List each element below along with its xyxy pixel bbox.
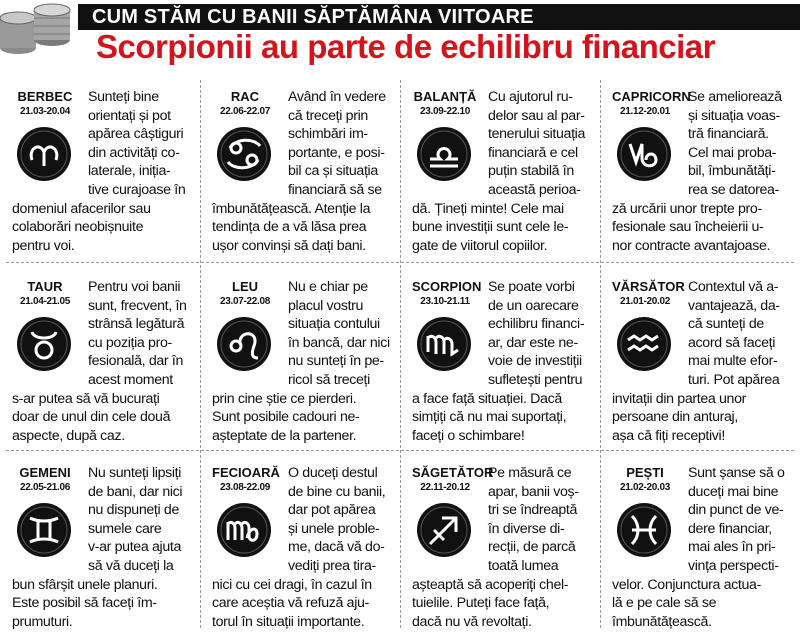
text-line: ușor convinși să dați bani. (212, 237, 366, 254)
sign-dates: 23.09-22.10 (419, 106, 471, 117)
capricorn-icon (616, 126, 672, 182)
text-line: de bine cu banii, (288, 483, 386, 500)
text-line: dar pot apărea (288, 502, 376, 519)
text-line: bil, îmbunătăți- (688, 163, 776, 180)
text-line: din punct de ve- (688, 502, 784, 519)
text-line: apărea câștiguri (88, 126, 184, 143)
text-line: invitații din partea unor (612, 390, 746, 407)
sign-name: SCORPION (412, 279, 482, 294)
text-line: Pentru voi banii (88, 279, 181, 295)
sign-name: GEMENI (19, 465, 71, 480)
text-line: ricol să treceți (288, 371, 370, 388)
sign-name: BERBEC (17, 89, 73, 104)
text-line: Contextul vă a- (688, 279, 779, 295)
text-line: tri se îndreaptă (488, 502, 578, 519)
sign-card-taurus (6, 270, 200, 456)
sign-name: PEȘTI (626, 465, 664, 480)
text-line: îmbunătățească. Atenție la (212, 200, 371, 217)
text-line: dă. Țineți minte! Cele mai (412, 200, 564, 217)
text-line: Cu ajutorul ru- (488, 89, 573, 105)
sign-card-virgo (206, 456, 400, 642)
text-line: torul în situații importante. (212, 613, 365, 630)
text-line: așteaptă să acoperiți chel- (412, 576, 569, 593)
section-kicker: CUM STĂM CU BANII SĂPTĂMÂNA VIITOARE (92, 6, 534, 28)
text-line: bune investiții sunt cele le- (412, 219, 569, 236)
horoscope-grid (0, 74, 800, 634)
sign-dates: 21.04-21.05 (19, 296, 71, 307)
virgo-icon (216, 502, 272, 558)
text-line: și situația voas- (688, 107, 780, 124)
text-line: persoane din anturaj, (612, 409, 738, 426)
text-line: toată lumea (488, 557, 559, 574)
pisces-icon (616, 502, 672, 558)
cancer-icon (216, 126, 272, 182)
text-line: acest moment (88, 371, 173, 388)
text-line: vința perspecti- (688, 557, 779, 574)
text-line: doar de unul din cele două (12, 409, 171, 426)
text-line: Având în vedere (288, 89, 386, 105)
gemini-icon (16, 502, 72, 558)
text-line: care aceștia vă refuză aju- (212, 595, 369, 612)
sign-dates: 22.11-20.12 (420, 482, 470, 493)
sign-dates: 22.05-21.06 (19, 482, 71, 493)
sign-name: CAPRICORN (612, 89, 691, 104)
text-line: prin cine știe ce pierderi. (212, 390, 357, 407)
section-kicker-bar (78, 4, 800, 30)
text-line: din activități co- (88, 144, 180, 161)
text-line: nu sunteți în pe- (288, 353, 384, 370)
text-line: financiară să se (288, 181, 382, 198)
text-line: schimbări im- (288, 126, 368, 143)
text-line: v-ar putea ajuta (88, 539, 181, 556)
sign-card-capricorn (606, 80, 800, 266)
scorpio-icon (416, 316, 472, 372)
sagittarius-icon (416, 502, 472, 558)
text-line: vantajează, da- (688, 297, 780, 314)
text-line: așteptate de la partener. (212, 427, 357, 444)
text-line: Pe măsură ce (488, 465, 572, 481)
text-line: tuielile. Puteți face față, (412, 595, 550, 612)
text-line: sufletești pentru (488, 371, 583, 388)
text-line: în diverse di- (488, 520, 565, 537)
text-line: delor sau al par- (488, 107, 585, 124)
text-line: în bancă, dar nici (288, 334, 390, 351)
text-line: portante, e posi- (288, 144, 385, 161)
sign-card-cancer (206, 80, 400, 266)
sign-name: RAC (230, 89, 260, 104)
text-line: și unele proble- (288, 520, 380, 537)
text-line: bun sfârșit unele planuri. (12, 576, 158, 593)
text-line: me, dacă vă do- (288, 539, 385, 556)
text-line: colaborări neobișnuite (12, 219, 144, 236)
page-headline: Scorpionii au parte de echilibru financiar (96, 28, 715, 65)
text-line: nor contracte avantajoase. (612, 237, 771, 254)
text-line: vediți prea tira- (288, 557, 376, 574)
sign-dates: 21.03-20.04 (19, 106, 71, 117)
aquarius-icon (616, 316, 672, 372)
text-line: Sunt posibile cadouri ne- (212, 409, 360, 426)
text-line: Este posibil să faceți îm- (12, 595, 157, 612)
text-line: tive curajoase în (88, 181, 186, 198)
coin-stack-icon (0, 0, 80, 60)
text-line: că treceți prin (288, 107, 368, 124)
text-line: apar, banii voș- (488, 483, 579, 500)
sign-card-aries (6, 80, 200, 266)
text-line: acord să faceți (688, 334, 776, 351)
text-line: Nu sunteți lipsiți (88, 465, 182, 481)
sign-card-scorpio (406, 270, 600, 456)
text-line: că sunteți de (688, 316, 764, 333)
text-line: Nu e chiar pe (288, 279, 368, 295)
text-line: recții, de parcă (488, 539, 576, 556)
text-line: gate de viitorul copiilor. (412, 237, 548, 254)
text-line: rea se datorea- (688, 181, 779, 198)
text-line: așa că fiți receptivi! (612, 427, 725, 444)
sign-dates: 22.06-22.07 (219, 106, 271, 117)
sign-name: FECIOARĂ (212, 465, 280, 480)
sign-card-libra (406, 80, 600, 266)
text-line: placul vostru (288, 297, 364, 314)
text-line: fesionale sau încheierii u- (612, 219, 764, 236)
text-line: nici cu cei dragi, în cazul în (212, 576, 372, 593)
sign-dates: 21.02-20.03 (619, 482, 671, 493)
sign-dates: 21.01-20.02 (619, 296, 671, 307)
text-line: lă e pe cale să se (612, 595, 717, 612)
text-line: Cel mai proba- (688, 144, 777, 161)
text-line: turi. Pot apărea (688, 371, 780, 388)
aries-icon (16, 126, 72, 182)
text-line: strânsă legătură (88, 316, 185, 333)
text-line: Se ameliorează (688, 89, 782, 105)
text-line: a face față situației. Dacă (412, 390, 562, 407)
text-line: dacă nu vă revoltați. (412, 613, 532, 630)
text-line: O duceți destul (288, 465, 378, 481)
text-line: dere financiar, (688, 520, 772, 537)
text-line: ză urcării unor trepte pro- (612, 200, 762, 217)
sign-name: VĂRSĂTOR (612, 279, 685, 294)
text-line: mai multe efor- (688, 353, 778, 370)
text-line: tră financiară. (688, 126, 769, 143)
text-line: aspecte, după caz. (12, 427, 125, 444)
text-line: laterale, iniția- (88, 163, 171, 180)
sign-name: LEU (232, 279, 258, 294)
text-line: financiară e cel (488, 144, 578, 161)
sign-name: SĂGETĂTOR (412, 465, 494, 480)
text-line: sunt, frecvent, în (88, 297, 187, 314)
text-line: simțiți că nu mai suportați, (412, 409, 567, 426)
sign-card-pisces (606, 456, 800, 642)
sign-dates: 23.10-21.11 (420, 296, 470, 307)
sign-card-leo (206, 270, 400, 456)
leo-icon (216, 316, 272, 372)
sign-dates: 23.08-22.09 (219, 482, 271, 493)
sign-card-gemini (6, 456, 200, 642)
taurus-icon (16, 316, 72, 372)
text-line: tendința de a vă lăsa prea (212, 219, 367, 236)
text-line: pentru voi. (12, 237, 75, 254)
sign-dates: 23.07-22.08 (219, 296, 271, 307)
text-line: orientați și pot (88, 107, 171, 124)
text-line: Sunt șanse să o (688, 465, 785, 481)
text-line: s-ar putea să vă bucurați (12, 390, 160, 407)
text-line: această perioa- (488, 181, 581, 198)
libra-icon (416, 126, 472, 182)
text-line: faceți o schimbare! (412, 427, 525, 444)
text-line: cu poziția pro- (88, 334, 172, 351)
text-line: să vă duceți la (88, 557, 174, 574)
text-line: de un oarecare (488, 297, 579, 314)
text-line: duceți mai bine (688, 483, 779, 500)
sign-name: BALANȚĂ (413, 89, 477, 104)
text-line: sumele care (88, 520, 162, 537)
text-line: situația contului (288, 316, 380, 333)
text-line: îmbunătățească. (612, 613, 712, 630)
text-line: Se poate vorbi (488, 279, 575, 295)
sign-card-aquarius (606, 270, 800, 456)
text-line: domeniul afacerilor sau (12, 200, 151, 217)
sign-name: TAUR (27, 279, 63, 294)
text-line: de bani, dar nici (88, 483, 183, 500)
text-line: Sunteți bine (88, 89, 159, 105)
sign-card-sagittarius (406, 456, 600, 642)
text-line: prumuturi. (12, 613, 73, 630)
text-line: echilibru financi- (488, 316, 585, 333)
text-line: tenerului situația (488, 126, 586, 143)
text-line: puțin stabilă în (488, 163, 574, 180)
text-line: mai ales în pri- (688, 539, 776, 556)
sign-dates: 21.12-20.01 (619, 106, 671, 117)
text-line: fesională, dar în (88, 353, 184, 370)
text-line: nu dispuneți de (88, 502, 179, 519)
text-line: voie de investiții (488, 353, 582, 370)
text-line: velor. Conjunctura actua- (612, 576, 761, 593)
text-line: ar, dar este ne- (488, 334, 578, 351)
text-line: bil ca și situația (288, 163, 378, 180)
